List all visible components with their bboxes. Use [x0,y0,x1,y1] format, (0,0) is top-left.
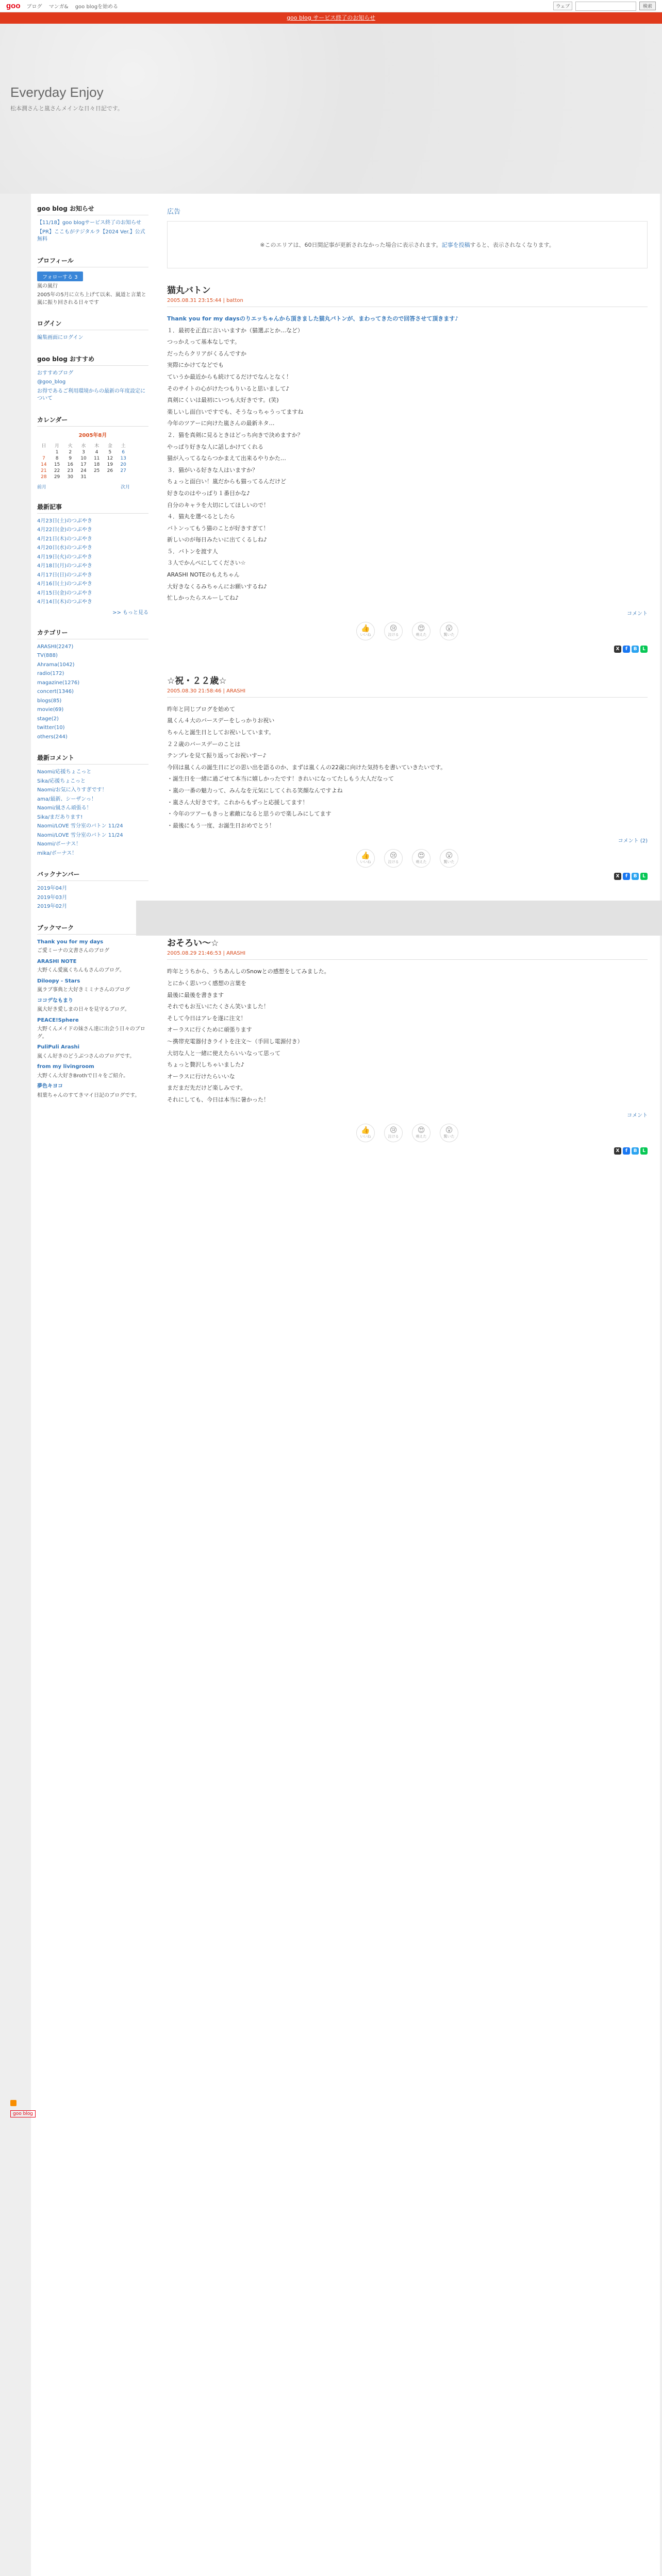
calendar-day[interactable]: 24 [80,468,87,473]
post-body [167,314,648,603]
share-buttons [167,1147,648,1155]
reaction-emoji-icon: 😮 [445,624,453,633]
recent-more-link[interactable]: >> もっと見る [112,609,148,616]
sidebar-login-title: ログイン [37,319,148,330]
reaction-emoji-icon: 😮 [445,1126,453,1134]
line-share-icon[interactable]: L [640,1147,648,1155]
category-link[interactable]: concert(1346) [37,689,74,694]
reaction-button[interactable] [440,849,458,868]
login-link[interactable]: 編集画面にログイン [37,335,84,341]
x-share-icon[interactable]: X [614,646,621,653]
bookmark-item [37,1044,148,1060]
calendar-head: 木 [94,443,100,449]
post-line: ちょっと面白い！嵐だからも猫ってるんだけど [167,478,286,485]
x-share-icon[interactable]: X [614,873,621,880]
post-line: オーラスに行くために頑張ります [167,1026,252,1033]
post-line: ２．猫を真剣に見るときはどっち向きで決めますか？ [167,431,303,438]
calendar-day[interactable]: 4 [95,449,98,455]
calendar-day[interactable]: 29 [54,474,60,480]
recent-comment-link[interactable]: Sika/まだあります! [37,814,83,820]
post-line: 自分のキャラを大切にしてほしいので！ [167,501,269,509]
post-line: 最後に最後を書きます [167,991,224,998]
hatena-share-icon[interactable]: B [632,873,639,880]
calendar-head: 金 [107,443,112,449]
sidebar-notice [37,204,148,244]
calendar-day[interactable]: 13 [120,455,126,461]
reaction-button[interactable] [384,1124,403,1142]
post-title[interactable]: 猫丸バトン [167,285,211,296]
reaction-buttons [167,622,648,640]
sidebar [31,194,155,2576]
calendar-day [90,474,104,480]
top-links [27,2,124,10]
bookmark-desc: 大野くん愛嵐くちんもさんのブログ。 [37,968,125,973]
rss-area [10,2100,36,2117]
recent-comment-link[interactable]: mika/ボーナス！ [37,850,77,856]
reaction-label: いいね [360,860,371,865]
comment-link[interactable]: コメント (2) [618,838,648,844]
recent-post-link[interactable]: 4月16日(土)のつぶやき [37,581,92,587]
calendar-next[interactable]: 次月 [120,484,130,490]
calendar-day[interactable]: 19 [107,462,113,467]
reaction-button[interactable] [440,1124,458,1142]
rss-icon[interactable] [10,2100,16,2106]
calendar-day[interactable]: 10 [80,455,87,461]
service-notice-link[interactable]: goo blog サービス終了のお知らせ [287,14,375,21]
blog-title[interactable]: Everyday Enjoy [10,84,104,100]
top-link-manga[interactable]: マンガ& [48,4,69,10]
recent-post-link[interactable]: 4月19日(火)のつぶやき [37,554,92,560]
recent-post-link[interactable]: 4月15日(金)のつぶやき [37,590,92,596]
post-line: それにしても、今日は本当に暑かった！ [167,1096,269,1103]
bookmark-link[interactable]: from my livingroom [37,1064,94,1070]
post-lead: Thank you for my daysのりエッちゃんから頂きました猫丸バトンが、まわってきたので回答させて頂きます♪ [167,315,459,322]
recent-comment-link[interactable]: ama/最新、シーザンっ！ [37,796,96,802]
post-body [167,705,648,831]
bookmark-link[interactable]: Thank you for my days [37,939,104,945]
profile-text: 2005年の5月に立ち上げて以来、嵐道と言葉と嵐に振り回される日々です [37,292,146,306]
comment-link[interactable]: コメント [627,1112,648,1118]
calendar-day[interactable]: 26 [107,468,113,473]
calendar-head: 土 [121,443,126,449]
recent-post-link[interactable]: 4月14日(木)のつぶやき [37,599,92,605]
calendar-day[interactable]: 1 [55,449,59,455]
post-line: ４．猫丸を選べるとしたら [167,513,235,520]
sidebar-backnumber-title: バックナンバー [37,870,148,881]
bookmark-item [37,1063,148,1080]
sidebar-notice-title: goo blog お知らせ [37,204,148,215]
category-link[interactable]: magazine(1276) [37,680,80,686]
calendar-day [104,474,117,480]
calendar-day[interactable]: 3 [82,449,85,455]
post-line: ・最後にもう一度、お誕生日おめでとう！ [167,822,275,829]
calendar-head: 日 [41,443,46,449]
post-line: ・今年のツアーもきっと素敵になると思うので楽しみにしてます [167,810,332,818]
reaction-emoji-icon: 😢 [389,852,398,860]
post-line: テンプレを見て振り返ってお祝いすー♪ [167,752,267,759]
bookmark-link[interactable]: 夢色キヨコ [37,1083,63,1089]
post-line: ３人でかんぺにしてください☆ [167,560,246,567]
post-line: そして今日はアレを遂に注文！ [167,1014,246,1022]
calendar-day[interactable]: 5 [108,449,112,455]
post-line: 昨年とうちから、うちあんしのSnowとの感想をしてみました。 [167,968,330,975]
post-line: ５．バトンを渡す人 [167,548,218,555]
reaction-button[interactable] [356,849,375,868]
sidebar-backnumber [37,870,148,911]
post-line: そのサイトの心がけたつもりいると思いまして♪ [167,385,290,392]
post-line: 大好きなくるみちゃんにお願いするね♪ [167,583,268,590]
calendar-day[interactable]: 9 [69,455,72,461]
post-line: まだまだ先だけど楽しみです。 [167,1084,246,1092]
sidebar-recommend [37,354,148,403]
calendar-day[interactable]: 20 [120,462,126,467]
calendar-prev[interactable]: 前月 [37,484,47,490]
bookmark-desc: 嵐大好き愛しまの日々を見守るブログ。 [37,1007,130,1012]
reaction-label: 驚いた [443,632,455,637]
recent-post-link[interactable]: 4月20日(水)のつぶやき [37,545,92,551]
post-line: ・嵐の一番の魅力って、みんなを元気にしてくれる笑顔なんですよね [167,787,343,794]
calendar-nav [37,483,130,490]
post-line: 楽しいし面白いですでも、そうなっちゃうってますね [167,408,304,415]
calendar-grid [37,442,130,480]
post-meta[interactable]: 2005.08.30 21:58:46 | ARASHI [167,688,648,698]
blog-post [167,673,648,880]
sidebar-comments-title: 最新コメント [37,753,148,765]
sidebar-bookmark [37,923,148,1100]
backnumber-link[interactable]: 2019年02月 [37,904,68,909]
bookmark-item [37,939,148,955]
reaction-emoji-icon: 👍 [361,852,370,860]
calendar-head: 火 [68,443,73,449]
post-title[interactable]: おそろい～☆ [167,938,219,949]
share-buttons [167,646,648,653]
category-link[interactable]: Ahrama(1042) [37,662,75,668]
post-meta[interactable]: 2005.08.29 21:46:53 | ARASHI [167,951,648,960]
reaction-label: 萌えた [416,632,427,637]
post-line: ちょっと贅沢しちゃいました♪ [167,1061,245,1069]
recent-comment-link[interactable]: Naomi/嵐さん頑張る！ [37,805,92,811]
calendar-day [37,449,51,455]
facebook-share-icon[interactable]: f [623,873,630,880]
reaction-button[interactable] [356,622,375,640]
reaction-label: 萌えた [416,1134,427,1139]
post-line: 今年のツアーに向けた嵐さんの最新ネタ… [167,420,275,427]
calendar-day[interactable]: 27 [120,468,126,473]
search-button[interactable]: 検索 [639,2,656,10]
recommend-item[interactable]: お得であるご利用環境からの最新の年度設定について [37,388,145,401]
reaction-button[interactable] [356,1124,375,1142]
post-line: 忙しかったらスルーしてね♪ [167,595,239,602]
post-line: 実際にかけてなどでも [167,362,224,369]
share-buttons [167,873,648,880]
category-link[interactable]: TV(888) [37,653,58,658]
post-line: ２２歳のバースデーのことは [167,740,241,748]
service-notice-bar [0,12,662,24]
top-link-start[interactable]: goo blogを始める [75,4,119,10]
top-link-blog[interactable]: ブログ [26,4,42,10]
search-scope-select[interactable]: ウェブ [553,2,572,10]
search-area [553,2,656,11]
sidebar-category-title: カテゴリー [37,628,148,639]
recent-post-link[interactable]: 4月21日(木)のつぶやき [37,536,92,542]
reaction-label: いいね [360,632,371,637]
reaction-label: 驚いた [443,860,455,865]
calendar-day[interactable]: 14 [41,462,47,467]
reaction-button[interactable] [384,849,403,868]
backnumber-link[interactable]: 2019年04月 [37,886,68,891]
bookmark-link[interactable]: ARASHI NOTE [37,958,77,964]
post-line: とにかく思いつく感想の言葉を [167,979,246,987]
bookmark-desc: 嵐ラブ事典と大好きミミナさんのブログ [37,987,130,993]
post-line: 嵐くん４大のバースデーをしっかりお祝い [167,717,275,724]
goo-blog-badge[interactable]: goo blog [10,2110,36,2117]
calendar-day[interactable]: 28 [41,474,47,480]
bookmark-desc: 嵐くん好きのどうぶつさんのブログです。 [37,1053,135,1059]
line-share-icon[interactable]: L [640,873,648,880]
sidebar-recent-title: 最新記事 [37,502,148,514]
reaction-button[interactable] [412,849,431,868]
post-line: ていうか最近からも続けてるだけでなんとなく！ [167,373,292,380]
notice-item[interactable]: 【PR】ここもがテジタルラ【2024 Ver.】公式無料 [37,229,145,242]
reaction-emoji-icon: 👍 [361,1126,370,1134]
bookmark-item [37,1083,148,1099]
bookmark-link[interactable]: PuliPuli Arashi [37,1044,80,1050]
category-link[interactable]: twitter(10) [37,725,65,731]
hatena-share-icon[interactable]: B [632,1147,639,1155]
recommend-item[interactable]: @goo_blog [37,379,66,385]
reaction-emoji-icon: 😢 [389,624,398,633]
sidebar-calendar-title: カレンダー [37,415,148,427]
blog-description: 松本潤さんと嵐さんメインな日々日記です。 [10,105,123,112]
post-line: ARASHI NOTEのもえちゃん [167,571,240,579]
calendar-day[interactable]: 12 [107,455,113,461]
calendar-month: 2005年8月 [78,432,107,438]
calendar-day[interactable]: 7 [42,455,45,461]
sidebar-comments [37,753,148,857]
top-navigation-bar [0,0,662,12]
post-line: だったらクリアがくるんですか [167,350,246,357]
main-content [155,194,660,2576]
reaction-button[interactable] [384,622,403,640]
sidebar-profile [37,256,148,307]
ad-label: 広告 [167,208,181,216]
category-link[interactable]: stage(2) [37,716,59,722]
page-separator-band [136,901,662,936]
recent-comment-link[interactable]: Naomi/お気に入りすぎです！ [37,787,107,793]
reaction-emoji-icon: 😢 [389,1126,398,1134]
reaction-button[interactable] [412,1124,431,1142]
post-line: ３．猫がいる好きな人はいますか？ [167,466,258,473]
calendar-day[interactable]: 16 [67,462,73,467]
search-input[interactable] [575,2,636,11]
calendar-day[interactable]: 18 [93,462,100,467]
calendar-day[interactable]: 2 [69,449,72,455]
recent-comment-link[interactable]: Naomi/応援ちょこっと [37,769,92,775]
recent-post-link[interactable]: 4月23日(土)のつぶやき [37,518,92,524]
recent-post-link[interactable]: 4月18日(月)のつぶやき [37,563,92,569]
calendar-day[interactable]: 22 [54,468,60,473]
bookmark-desc: 大野くんメイドの妹さん達に出会う日々のブログ。 [37,1026,145,1040]
reaction-label: 驚いた [443,1134,455,1139]
category-link[interactable]: blogs(85) [37,698,62,704]
bookmark-link[interactable]: PEACE!Sphere [37,1017,79,1023]
post-line: オーラスに行けたらいいな [167,1073,235,1080]
reaction-label: 泣ける [388,632,399,637]
blog-header [0,24,662,194]
sidebar-profile-title: プロフィール [37,256,148,267]
reaction-emoji-icon: 😍 [417,852,425,860]
hatena-share-icon[interactable]: B [632,646,639,653]
calendar-day[interactable]: 15 [54,462,60,467]
post-line: やっぱり好きな人に話しかけてくれる [167,443,263,450]
category-link[interactable]: ARASHI(2247) [37,643,74,650]
post-line: ちゃんと誕生日としてお祝いしています。 [167,729,275,736]
bookmark-desc: 大野くん大好きBrothで日々をご紹介。 [37,1073,129,1079]
post-line: 好きなのはやっぱり１番目かな♪ [167,489,251,497]
reaction-label: いいね [360,1134,371,1139]
sidebar-recommend-title: goo blog おすすめ [37,354,148,366]
bookmark-link[interactable]: ココデなもまり [37,997,73,1004]
blog-post [167,936,648,1154]
recent-post-link[interactable]: 4月17日(日)のつぶやき [37,572,92,578]
calendar-day[interactable]: 23 [67,468,73,473]
reaction-emoji-icon: 😍 [417,1126,425,1134]
bookmark-item [37,997,148,1014]
post-line: それでもお互いにたくさん笑いました！ [167,1003,269,1010]
post-line: 新しいのが毎日みたいに出てくるしね♪ [167,536,268,544]
post-line: 大切な人と一緒に使えたらいいなって思って [167,1049,280,1057]
recent-comment-link[interactable]: Naomi/LOVE 雪分室のバトン 11/24 [37,823,123,829]
post-line: ・嵐さん大好きです。これからもずっと応援してます！ [167,799,308,806]
calendar-day[interactable]: 21 [41,468,47,473]
sidebar-recent [37,502,148,616]
calendar-head: 水 [81,443,86,449]
sidebar-category [37,628,148,741]
ad-notice-box [167,221,648,268]
reaction-button[interactable] [412,622,431,640]
follow-count: 3 [74,274,78,280]
bookmark-desc: ご愛ミーナの文書さんのブログ [37,948,109,954]
reaction-emoji-icon: 😮 [445,852,453,860]
post-line: 真剣にくいは最初にいつも大好きです。(笑) [167,397,279,404]
post-line: 猫が入ってるならつかまえて出来るやりかた… [167,455,286,462]
post-title[interactable]: ☆祝・２２歳☆ [167,675,227,686]
recent-comment-link[interactable]: Naomi/ボーナス！ [37,841,81,847]
calendar-day[interactable]: 31 [80,474,87,480]
line-share-icon[interactable]: L [640,646,648,653]
facebook-share-icon[interactable]: f [623,646,630,653]
category-link[interactable]: movie(69) [37,707,64,713]
calendar-day[interactable]: 30 [67,474,73,480]
reaction-button[interactable] [440,622,458,640]
reaction-label: 泣ける [388,1134,399,1139]
follow-label: フォローする [42,274,73,280]
category-link[interactable]: radio(172) [37,671,64,676]
sidebar-bookmark-title: ブックマーク [37,923,148,935]
notice-item[interactable]: 【11/18】goo blogサービス終了のお知らせ [37,220,141,226]
reaction-label: 萌えた [416,860,427,865]
ad-suffix: すると、表示されなくなります。 [470,242,555,248]
calendar-day[interactable]: 25 [93,468,100,473]
post-line: バトンってもう猫のことが好きすぎて！ [167,524,269,532]
facebook-share-icon[interactable]: f [623,1147,630,1155]
recent-comment-link[interactable]: Sika/応援ちょこっと [37,778,86,784]
reaction-buttons [167,849,648,868]
x-share-icon[interactable]: X [614,1147,621,1155]
calendar-day [117,474,130,480]
ad-post-link[interactable]: 記事を投稿 [441,242,470,248]
calendar-day[interactable]: 6 [122,449,125,455]
calendar-day[interactable]: 11 [93,455,100,461]
calendar-head: 月 [55,443,60,449]
blog-post [167,283,648,653]
ad-text: ※このエリアは、60日間記事が更新されなかった場合に表示されます。 [260,242,442,248]
reaction-buttons [167,1124,648,1142]
backnumber-link[interactable]: 2019年03月 [37,894,68,901]
profile-name: 嵐の嵐行 [37,283,58,289]
bookmark-desc: 相葉ちゃんのすてきマイ日記のブログです。 [37,1092,140,1098]
bookmark-item [37,1017,148,1041]
goo-logo[interactable]: goo [6,2,21,10]
category-link[interactable]: others(244) [37,734,68,740]
post-line: つっかえって基本なしです。 [167,338,241,346]
calendar-day[interactable]: 17 [80,462,87,467]
calendar-day[interactable]: 8 [55,455,59,461]
recommend-item[interactable]: おすすめブログ [37,370,74,376]
recent-post-link[interactable]: 4月22日(金)のつぶやき [37,527,92,533]
post-line: ～携帯充電器付きライトを注文～（手回し電源付き） [167,1038,303,1045]
post-body [167,967,648,1104]
comment-link[interactable]: コメント [627,611,648,617]
reaction-label: 泣ける [388,860,399,865]
bookmark-item [37,958,148,975]
sidebar-login [37,319,148,342]
post-line: １．最初を正直に言いいますか（猫選ぶとか…など） [167,327,303,334]
post-line: 昨年と同じブログを始めて [167,705,235,713]
post-meta[interactable]: 2005.08.31 23:15:44 | batton [167,298,648,307]
page-body [0,194,662,2576]
reaction-emoji-icon: 👍 [361,624,370,633]
reaction-emoji-icon: 😍 [417,624,425,633]
follow-button[interactable] [37,272,83,281]
sidebar-calendar [37,415,148,490]
recent-comment-link[interactable]: Naomi/LOVE 雪分室のバトン 11/24 [37,832,123,838]
bookmark-item [37,978,148,994]
post-line: ・誕生日を一緒に過ごせて本当に嬉しかったです！きれいになってたしもう大人だなって [167,775,394,783]
bookmark-link[interactable]: Diloopy - Stars [37,978,80,984]
post-line: 今回は嵐くんの誕生日にどの思い出を語るのか、まずは嵐くんの22歳に向けた気持ちを書いていきたいです。 [167,764,446,771]
